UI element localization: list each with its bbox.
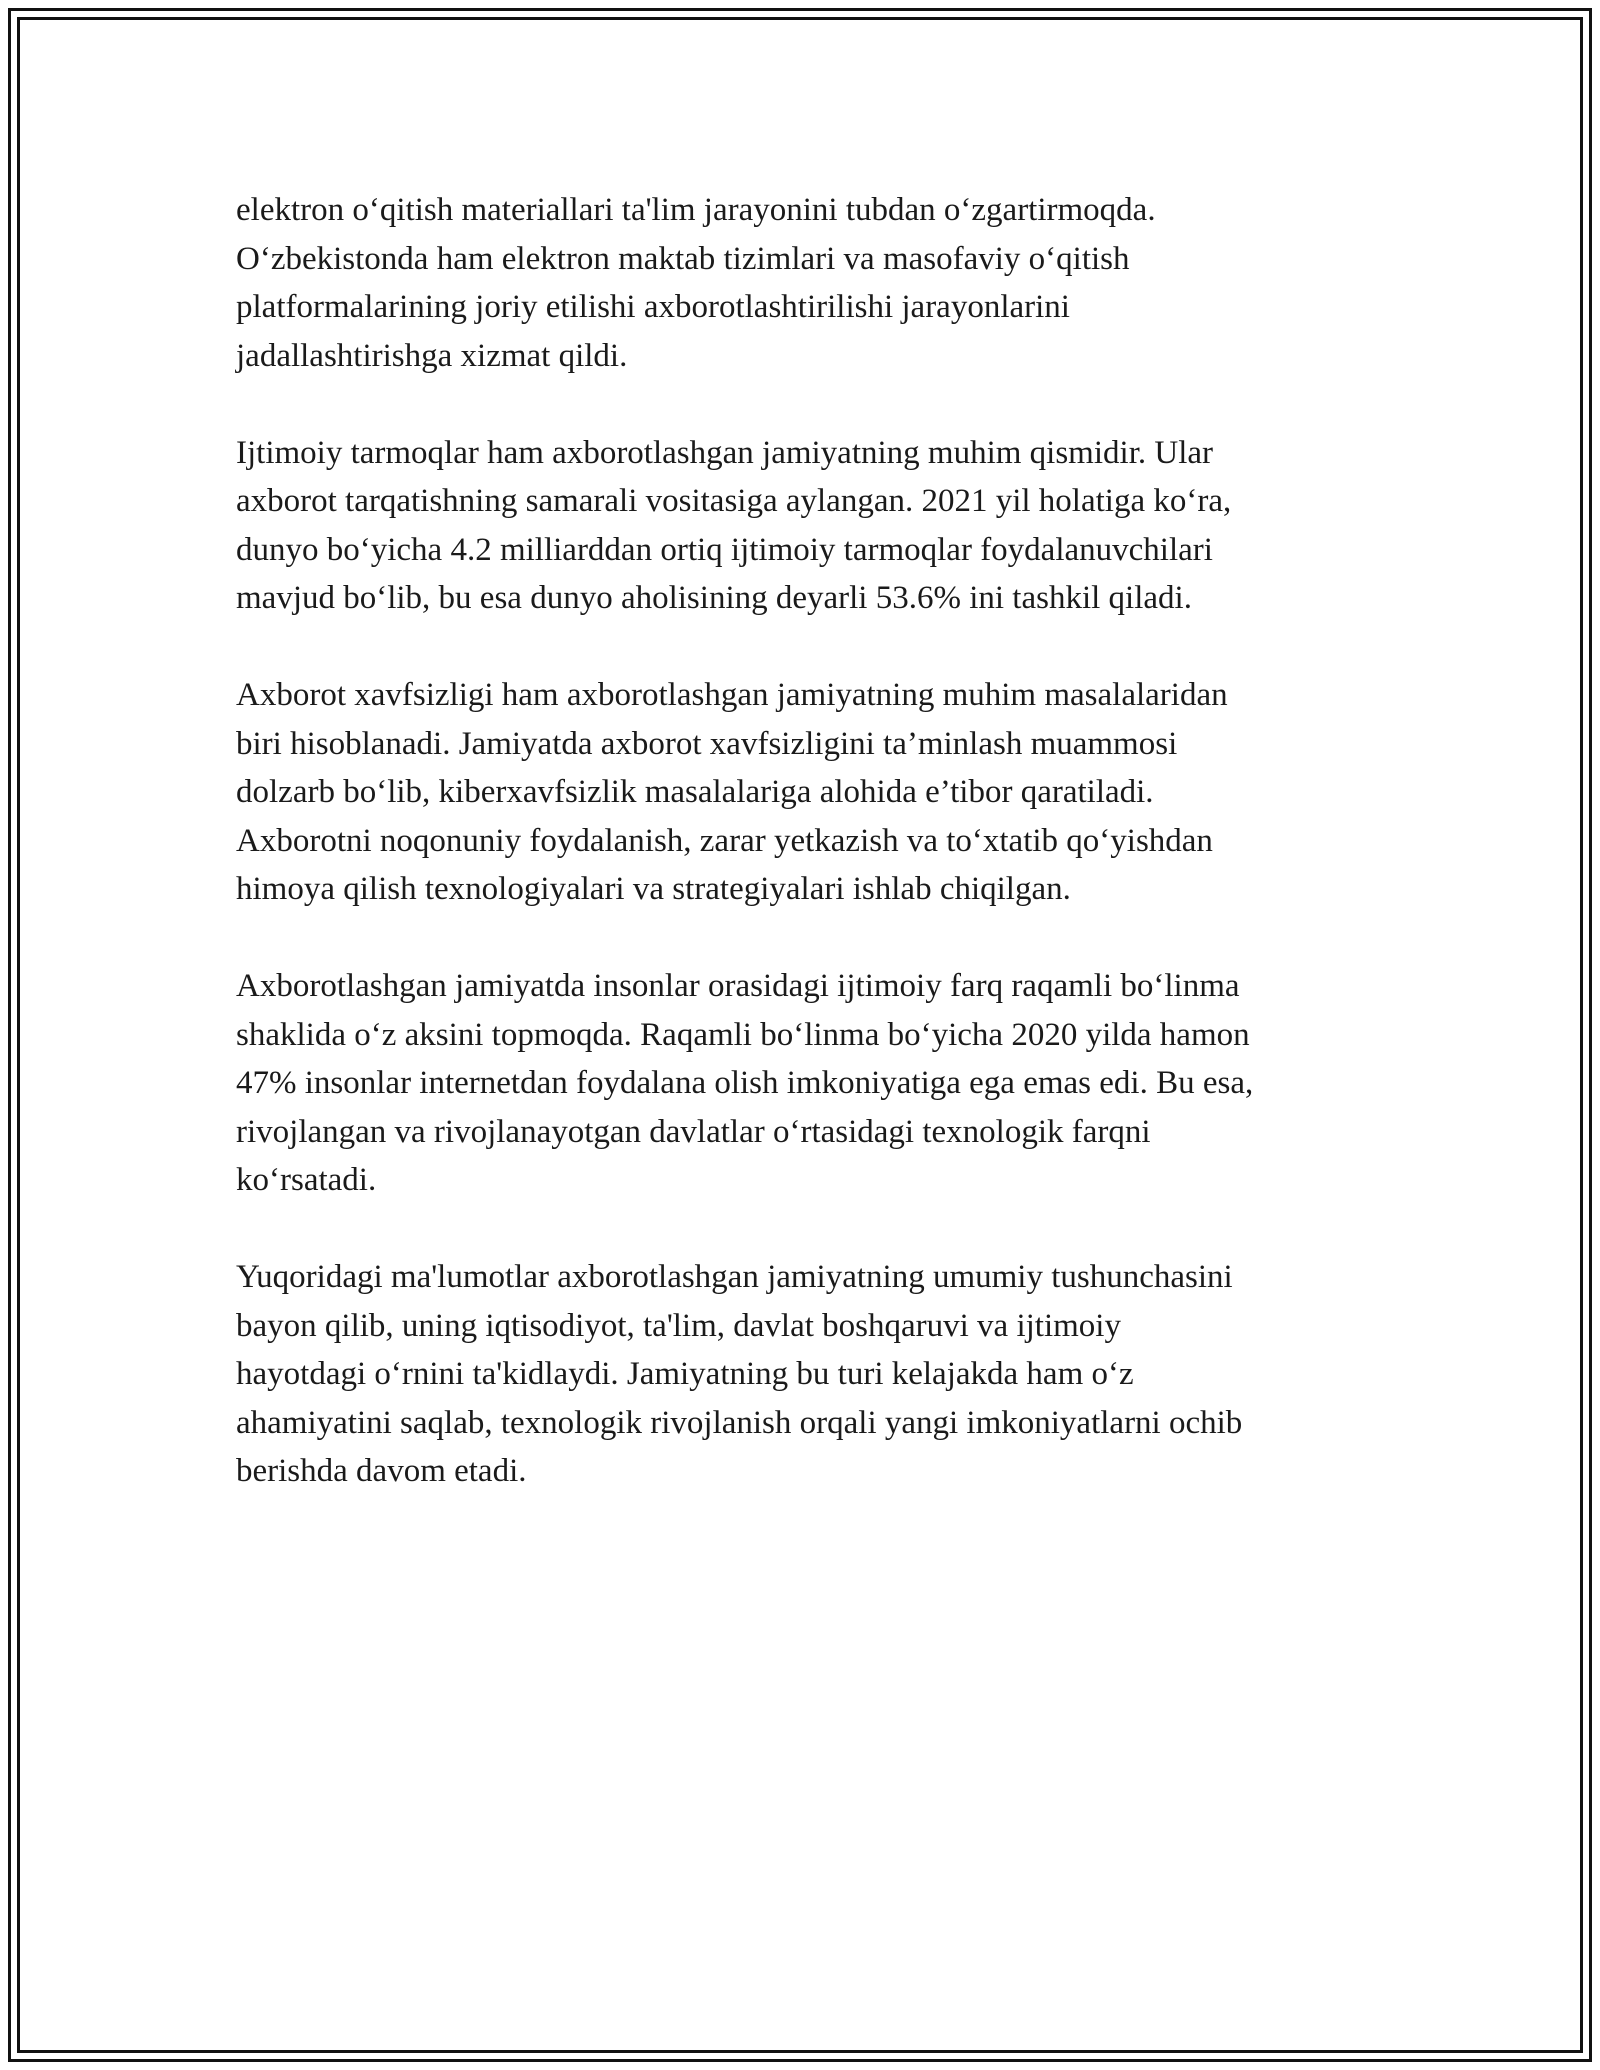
text-line: himoya qilish texnologiyalari va strategiyalari ishlab chiqilgan.	[236, 871, 1071, 907]
text-line: koʻrsatadi.	[236, 1162, 377, 1198]
paragraph-information-security	[236, 671, 1376, 914]
text-line: Axborotni noqonuniy foydalanish, zarar yetkazish va toʻxtatib qoʻyishdan	[236, 822, 1213, 859]
text-line: Yuqoridagi ma'lumotlar axborotlashgan jamiyatning umumiy tushunchasini	[236, 1259, 1233, 1295]
text-line: ahamiyatini saqlab, texnologik rivojlanish orqali yangi imkoniyatlarni ochib	[236, 1404, 1243, 1441]
text-line: elektron oʻqitish materiallari ta'lim jarayonini tubdan oʻzgartirmoqda.	[236, 192, 1156, 228]
text-line: rivojlangan va rivojlanayotgan davlatlar oʻrtasidagi texnologik farqni	[236, 1113, 1151, 1150]
document-body	[236, 186, 1376, 1544]
text-line: hayotdagi oʻrnini ta'kidlaydi. Jamiyatning bu turi kelajakda ham oʻz	[236, 1356, 1134, 1392]
text-line: dolzarb boʻlib, kiberxavfsizlik masalalariga alohida e’tibor qaratiladi.	[236, 774, 1154, 810]
paragraph-conclusion	[236, 1253, 1376, 1496]
text-line: dunyo boʻyicha 4.2 milliarddan ortiq ijtimoiy tarmoqlar foydalanuvchilari	[236, 531, 1213, 568]
text-line: jadallashtirishga xizmat qildi.	[236, 337, 628, 374]
text-line: Axborotlashgan jamiyatda insonlar orasidagi ijtimoiy farq raqamli boʻlinma	[236, 968, 1240, 1004]
text-line: shaklida oʻz aksini topmoqda. Raqamli boʻlinma boʻyicha 2020 yilda hamon	[236, 1016, 1250, 1053]
paragraph-digital-divide	[236, 962, 1376, 1205]
text-line: mavjud boʻlib, bu esa dunyo aholisining deyarli 53.6% ini tashkil qiladi.	[236, 580, 1192, 616]
paragraph-social-networks	[236, 429, 1376, 623]
paragraph-e-learning	[236, 186, 1376, 380]
text-line: bayon qilib, uning iqtisodiyot, ta'lim, davlat boshqaruvi va ijtimoiy	[236, 1307, 1121, 1344]
text-line: Ijtimoiy tarmoqlar ham axborotlashgan jamiyatning muhim qismidir. Ular	[236, 434, 1213, 471]
text-line: axborot tarqatishning samarali vositasiga aylangan. 2021 yil holatiga koʻra,	[236, 483, 1232, 519]
text-line: Oʻzbekistonda ham elektron maktab tizimlari va masofaviy oʻqitish	[236, 240, 1130, 277]
text-line: Axborot xavfsizligi ham axborotlashgan jamiyatning muhim masalalaridan	[236, 677, 1228, 713]
text-line: berishda davom etadi.	[236, 1453, 527, 1489]
text-line: biri hisoblanadi. Jamiyatda axborot xavfsizligini ta’minlash muammosi	[236, 725, 1178, 762]
text-line: platformalarining joriy etilishi axborotlashtirilishi jarayonlarini	[236, 289, 1070, 325]
text-line: 47% insonlar internetdan foydalana olish imkoniyatiga ega emas edi. Bu esa,	[236, 1065, 1254, 1101]
